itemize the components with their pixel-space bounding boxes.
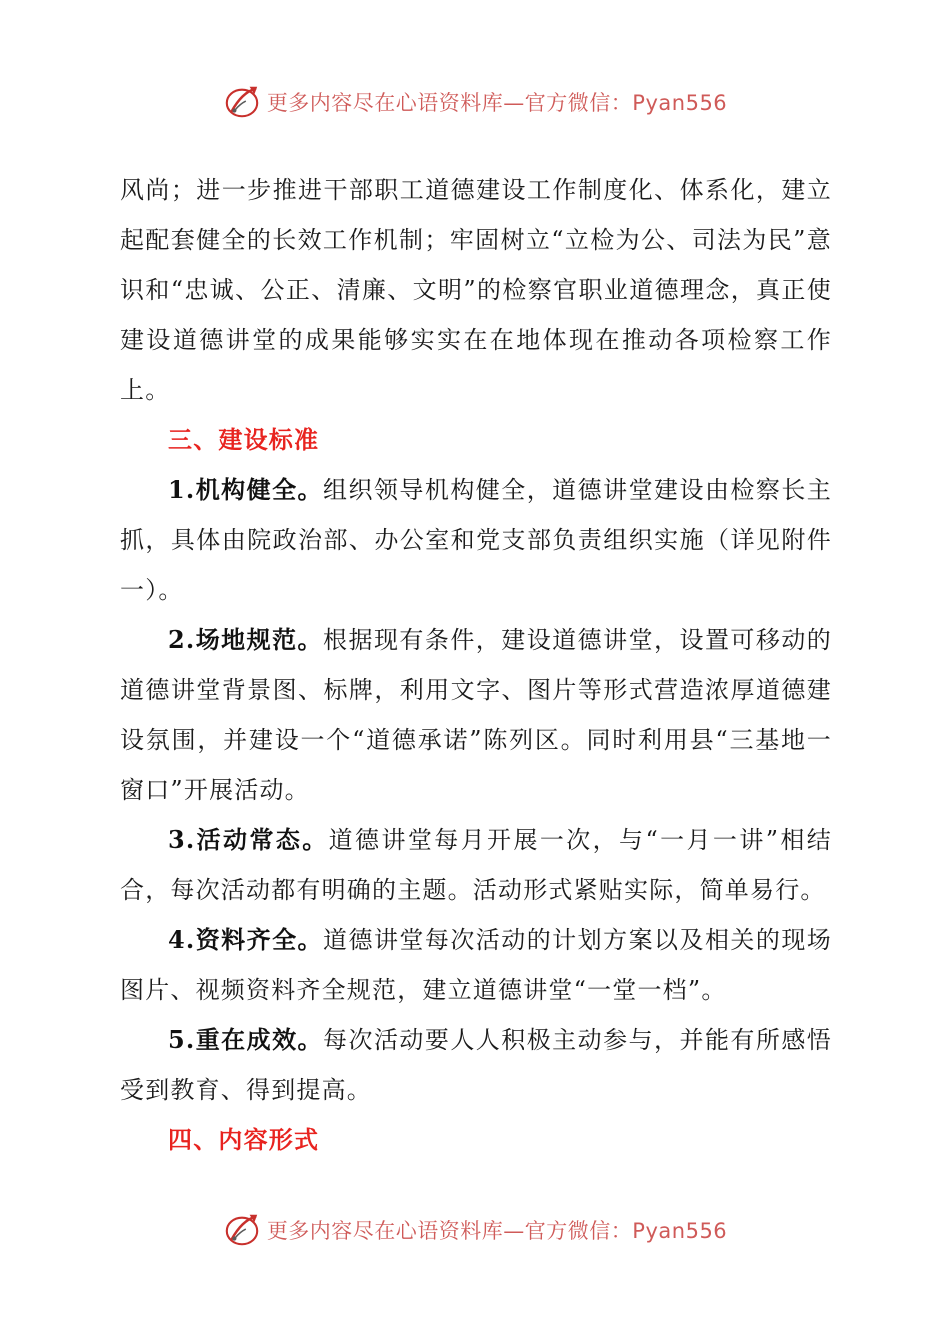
- footer-banner-text: 更多内容尽在心语资料库—官方微信：Pyan556: [266, 1219, 728, 1243]
- item-text: 道德讲堂每月开展一次，与“一月一讲”相结合，每次活动都有明确的主题。活动形式紧贴实际，简单易行。: [120, 826, 832, 904]
- item-lead: 5.重在成效。: [168, 1025, 324, 1054]
- pen-nib-logo-icon: [223, 83, 261, 121]
- header-banner-text: 更多内容尽在心语资料库—官方微信：Pyan556: [266, 91, 728, 115]
- item-text: 根据现有条件，建设道德讲堂，设置可移动的道德讲堂背景图、标牌，利用文字、图片等形式营造浓厚道德建设氛围，并建设一个“道德承诺”陈列区。同时利用县“三基地一窗口”开展活动。: [120, 626, 832, 804]
- item-text: 组织领导机构健全，道德讲堂建设由检察长主抓，具体由院政治部、办公室和党支部负责组织实施（详见附件一）。: [120, 476, 832, 604]
- header-banner: [0, 82, 950, 122]
- item-lead: 1.机构健全。: [168, 475, 324, 504]
- list-item-5: [120, 1015, 832, 1115]
- document-body: [120, 165, 832, 1165]
- footer-banner: [0, 1210, 950, 1250]
- list-item-1: [120, 465, 832, 615]
- item-lead: 2.场地规范。: [168, 625, 324, 654]
- list-item-2: [120, 615, 832, 815]
- item-text: 道德讲堂每次活动的计划方案以及相关的现场图片、视频资料齐全规范，建立道德讲堂“一堂一档”。: [120, 926, 832, 1004]
- list-item-4: [120, 915, 832, 1015]
- item-lead: 3.活动常态。: [168, 825, 329, 854]
- section-heading-4: 四、内容形式: [168, 1125, 320, 1154]
- item-text: 每次活动要人人积极主动参与，并能有所感悟受到教育、得到提高。: [120, 1026, 832, 1104]
- pen-nib-logo-icon: [223, 1211, 261, 1249]
- section-heading-3: 三、建设标准: [168, 425, 320, 454]
- list-item-3: [120, 815, 832, 915]
- intro-paragraph: 风尚；进一步推进干部职工道德建设工作制度化、体系化，建立起配套健全的长效工作机制；牢固树立“立检为公、司法为民”意识和“忠诚、公正、清廉、文明”的检察官职业道德理念，真正使建设道德讲堂的成果能够实实在在地体现在推动各项检察工作上。: [120, 176, 832, 404]
- item-lead: 4.资料齐全。: [168, 925, 324, 954]
